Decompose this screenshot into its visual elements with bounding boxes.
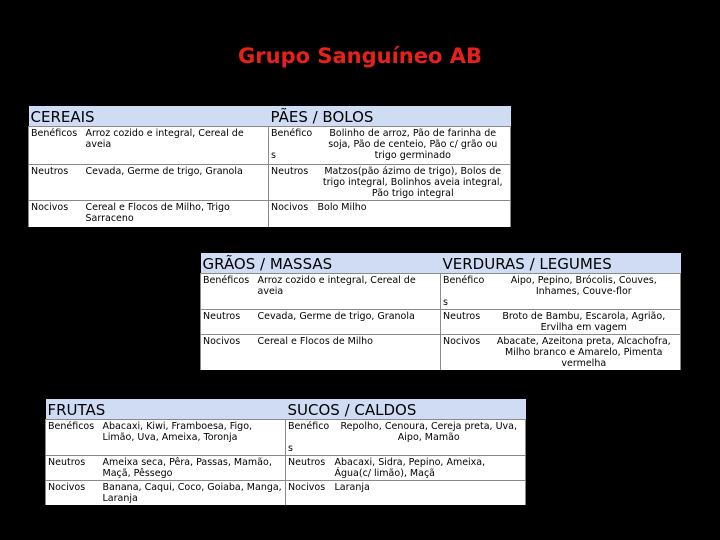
row-label: Neutros (201, 310, 256, 335)
row-label: Benéfico s (286, 420, 333, 456)
row-value: Matzos(pão ázimo de trigo), Bolos de trigo integral, Bolinhos aveia integral, Pão trigo integral (316, 165, 511, 201)
row-value: Cereal e Flocos de Milho (256, 335, 441, 371)
table-row (201, 274, 681, 310)
sucos-caldos-header: SUCOS / CALDOS (286, 399, 526, 420)
table-row (46, 420, 526, 456)
row-label: Neutros (441, 310, 488, 335)
table-row (29, 127, 511, 165)
row-value: Arroz cozido e integral, Cereal de aveia (84, 127, 269, 165)
row-label: Benéfico s (269, 127, 316, 165)
row-value: Ameixa seca, Pêra, Passas, Mamão, Maçã, Pêssego (101, 456, 286, 481)
row-value: Abacaxi, Sidra, Pepino, Ameixa, Água(c/ limão), Maçã (333, 456, 526, 481)
row-label: Nocivos (201, 335, 256, 371)
row-value: Cevada, Germe de trigo, Granola (256, 310, 441, 335)
row-label: Benéfico s (441, 274, 488, 310)
row-value: Banana, Caqui, Coco, Goiaba, Manga, Laranja (101, 481, 286, 506)
row-label: Neutros (286, 456, 333, 481)
row-label: Nocivos (46, 481, 101, 506)
table-row (29, 165, 511, 201)
page-title: Grupo Sanguíneo AB (238, 44, 482, 68)
row-value: Bolo Milho (316, 201, 511, 227)
frutas-header: FRUTAS (46, 399, 286, 420)
row-label: Neutros (29, 165, 84, 201)
table-row (201, 310, 681, 335)
row-value: Cevada, Germe de trigo, Granola (84, 165, 269, 201)
row-value: Abacate, Azeitona preta, Alcachofra, Milho branco e Amarelo, Pimenta vermelha (488, 335, 681, 371)
row-value: Bolinho de arroz, Pão de farinha de soja, Pão de centeio, Pão c/ grão ou trigo germinado (316, 127, 511, 165)
table-row (201, 335, 681, 371)
row-label: Neutros (269, 165, 316, 201)
row-value: Repolho, Cenoura, Cereja preta, Uva, Aipo, Mamão (333, 420, 526, 456)
table-header-row (201, 253, 681, 274)
table-row (46, 481, 526, 506)
frutas-sucos-table (45, 399, 526, 505)
table-row (46, 456, 526, 481)
row-value: Broto de Bambu, Escarola, Agrião, Ervilha em vagem (488, 310, 681, 335)
row-label: Benéficos (46, 420, 101, 456)
row-value: Laranja (333, 481, 526, 506)
table-row (29, 201, 511, 227)
graos-verduras-table (200, 253, 681, 370)
table-header-row (29, 106, 511, 127)
row-label: Benéficos (29, 127, 84, 165)
paes-bolos-header: PÃES / BOLOS (269, 106, 511, 127)
verduras-legumes-header: VERDURAS / LEGUMES (441, 253, 681, 274)
cereais-header: CEREAIS (29, 106, 269, 127)
row-label: Nocivos (269, 201, 316, 227)
row-label: Nocivos (441, 335, 488, 371)
table-header-row (46, 399, 526, 420)
row-label: Nocivos (29, 201, 84, 227)
row-label: Neutros (46, 456, 101, 481)
row-value: Cereal e Flocos de Milho, Trigo Sarraceno (84, 201, 269, 227)
row-label: Benéficos (201, 274, 256, 310)
row-value: Arroz cozido e integral, Cereal de aveia (256, 274, 441, 310)
row-value: Aipo, Pepino, Brócolis, Couves, Inhames, Couve-flor (488, 274, 681, 310)
row-label: Nocivos (286, 481, 333, 506)
graos-massas-header: GRÃOS / MASSAS (201, 253, 441, 274)
row-value: Abacaxi, Kiwi, Framboesa, Figo, Limão, Uva, Ameixa, Toronja (101, 420, 286, 456)
cereais-paes-table (28, 106, 511, 227)
